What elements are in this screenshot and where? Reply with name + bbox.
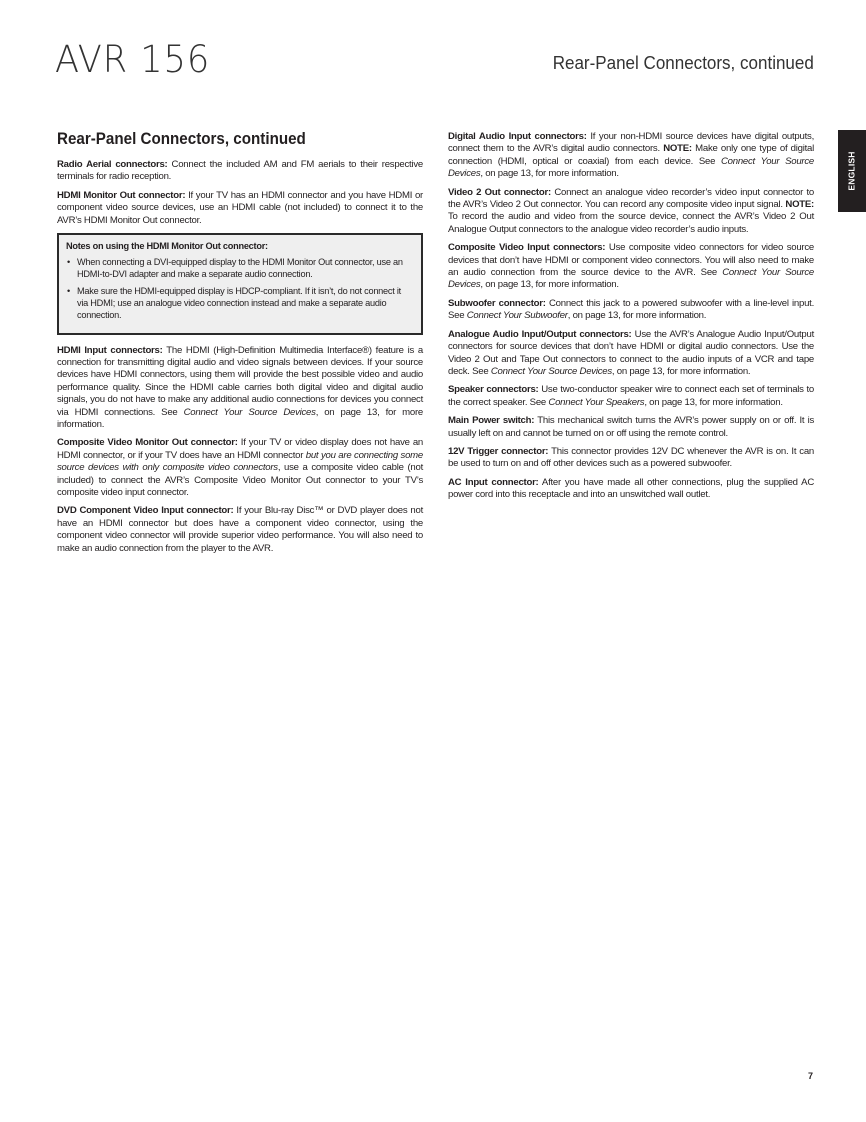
right-column <box>448 131 814 508</box>
paragraph <box>57 437 423 499</box>
paragraph <box>448 384 814 409</box>
paragraph-term: Video 2 Out connector: <box>448 186 551 198</box>
paragraph-term: 12V Trigger connector: <box>448 445 549 457</box>
paragraph <box>448 477 814 502</box>
paragraph-term: Subwoofer connector: <box>448 297 546 309</box>
paragraph-text: If your non-HDMI source devices have digital outputs, connect them to the AVR’s digital audio connectors. <box>448 131 814 155</box>
paragraph-term: Composite Video Monitor Out connector: <box>57 437 238 449</box>
paragraph <box>448 298 814 323</box>
paragraph-term: Digital Audio Input connectors: <box>448 131 587 142</box>
paragraph-text: , on page 13, for more information. <box>567 310 707 322</box>
cross-reference: Connect Your Source Devices <box>448 267 814 291</box>
paragraph-text: If your Blu-ray Disc™ or DVD player does not have an HDMI connector but does have a component video connector, using the component video connector will provide superior video performance. You will also need to make an audio connection from the player to the AVR. <box>57 505 423 554</box>
cross-reference: Connect Your Speakers <box>548 396 645 408</box>
paragraph-text: Connect an analogue video recorder’s video input connector to the AVR’s Video 2 Out connector. You can record any composite video input signal. <box>448 186 815 211</box>
paragraph <box>57 345 423 432</box>
paragraph-text: , on page 13, for more information. <box>57 406 423 430</box>
page-number: 7 <box>808 1071 814 1081</box>
paragraph-term: NOTE: <box>785 199 814 211</box>
paragraph-text: The HDMI (High-Definition Multimedia Interface®) feature is a connection for transmitting digital audio and video signals between devices. If your source devices have HDMI connectors, using them will provide the best possible video and audio performance quality. Since the HDMI cable carries both digital video and digital audio signals, you do not have to make any additional audio connections for devices you connect via HDMI connections. See <box>57 344 423 418</box>
paragraph-text: This mechanical switch turns the AVR’s power supply on or off. It is usually left on and cannot be turned on or off using the remote control. <box>448 415 814 439</box>
note-item: • When connecting a DVI-equipped display to the HDMI Monitor Out connector, use an HDMI-to-DVI adapter and make a separate audio connection. <box>66 256 413 280</box>
paragraph-text: Use the AVR’s Analogue Audio Input/Output connectors for source devices that don’t have HDMI or digital audio connectors. Use the Video 2 Out and Tape Out connectors to connect to the audio inputs of a VCR and tape deck. See <box>448 328 814 377</box>
paragraph-term: Composite Video Input connectors: <box>448 242 606 254</box>
paragraph <box>448 187 814 237</box>
paragraph-term: Main Power switch: <box>448 415 535 427</box>
paragraph-term: HDMI Monitor Out connector: <box>57 189 186 201</box>
paragraph-term: Speaker connectors: <box>448 384 539 396</box>
paragraph-term: Radio Aerial connectors: <box>57 159 168 170</box>
paragraph-text: Make only one type of digital connection (HDMI, optical or coaxial) from each device. See <box>448 143 814 167</box>
paragraph-text: , on page 13, for more information. <box>480 279 619 291</box>
left-paragraphs-after-note <box>57 345 423 556</box>
paragraph-text: , use a composite video cable (not included) to connect the AVR’s Composite Video Monitor Out connector to your TV’s composite video input connector. <box>57 462 423 498</box>
language-tab-label: ENGLISH <box>847 151 857 191</box>
right-paragraphs <box>448 131 814 502</box>
paragraph <box>448 415 814 440</box>
page-title: Rear-Panel Connectors, continued <box>57 130 306 148</box>
paragraph-text: To record the audio and video from the source device, connect the AVR’s Video 2 Out Analogue Output connectors to the analogue video recorder’s audio inputs. <box>448 211 814 235</box>
paragraph-term: AC Input connector: <box>448 476 539 488</box>
paragraph <box>448 329 814 379</box>
paragraph <box>57 190 423 227</box>
cross-reference: Connect Your Source Devices <box>448 155 815 180</box>
cross-reference: Connect Your Subwoofer <box>466 310 568 322</box>
paragraph-term: Analogue Audio Input/Output connectors: <box>448 328 632 340</box>
paragraph-text: , on page 13, for more information. <box>480 168 619 180</box>
product-logo <box>55 38 210 81</box>
paragraph-text: , on page 13, for more information. <box>611 365 751 377</box>
paragraph-term: DVD Component Video Input connector: <box>57 505 234 517</box>
note-title: Notes on using the HDMI Monitor Out connector: <box>66 241 268 252</box>
paragraph-term: NOTE: <box>663 143 692 155</box>
paragraph-text: Connect the included AM and FM aerials to their respective terminals for radio reception. <box>57 159 423 183</box>
cross-reference: but you are connecting some source devices with only composite video connectors <box>57 449 423 474</box>
paragraph-text: After you have made all other connections, plug the supplied AC power cord into this receptacle and into an unswitched wall outlet. <box>448 476 814 501</box>
left-paragraphs <box>57 159 423 227</box>
cross-reference: Connect Your Source Devices <box>183 406 316 418</box>
note-box <box>57 233 423 334</box>
paragraph <box>448 446 814 471</box>
paragraph <box>448 131 814 181</box>
paragraph-text: This connector provides 12V DC whenever the AVR is on. It can be used to turn on and off other devices such as a powered subwoofer. <box>448 445 814 470</box>
paragraph-term: HDMI Input connectors: <box>57 344 163 356</box>
running-header: Rear-Panel Connectors, continued <box>552 52 814 73</box>
paragraph-text: Connect this jack to a powered subwoofer with a line-level input. See <box>448 297 814 322</box>
product-name: AVR 156 <box>55 38 211 81</box>
note-list <box>66 256 413 321</box>
paragraph <box>448 242 814 292</box>
paragraph-text: , on page 13, for more information. <box>644 396 783 408</box>
paragraph-text: If your TV has an HDMI connector and you have HDMI or component video source devices, use an HDMI cable (not included) to connect it to the AVR’s HDMI Monitor Out connector. <box>57 189 423 226</box>
paragraph <box>57 159 423 184</box>
paragraph-text: Use composite video connectors for video source devices that don’t have HDMI or component video connectors. You will also need to make an audio connection from the source device to the AVR. See <box>448 242 814 279</box>
note-item: • Make sure the HDMI-equipped display is HDCP-compliant. If it isn’t, do not connect it via HDMI; use an analogue video connection instead and make a separate audio connection. <box>66 285 413 321</box>
language-tab <box>838 130 866 212</box>
left-column <box>57 159 423 561</box>
paragraph-text: If your TV or video display does not have an HDMI connector, or if your TV does have an HDMI connector <box>57 437 423 461</box>
cross-reference: Connect Your Source Devices <box>490 365 612 377</box>
paragraph <box>57 505 423 555</box>
paragraph-text: Use two-conductor speaker wire to connect each set of terminals to the correct speaker. See <box>448 384 814 408</box>
